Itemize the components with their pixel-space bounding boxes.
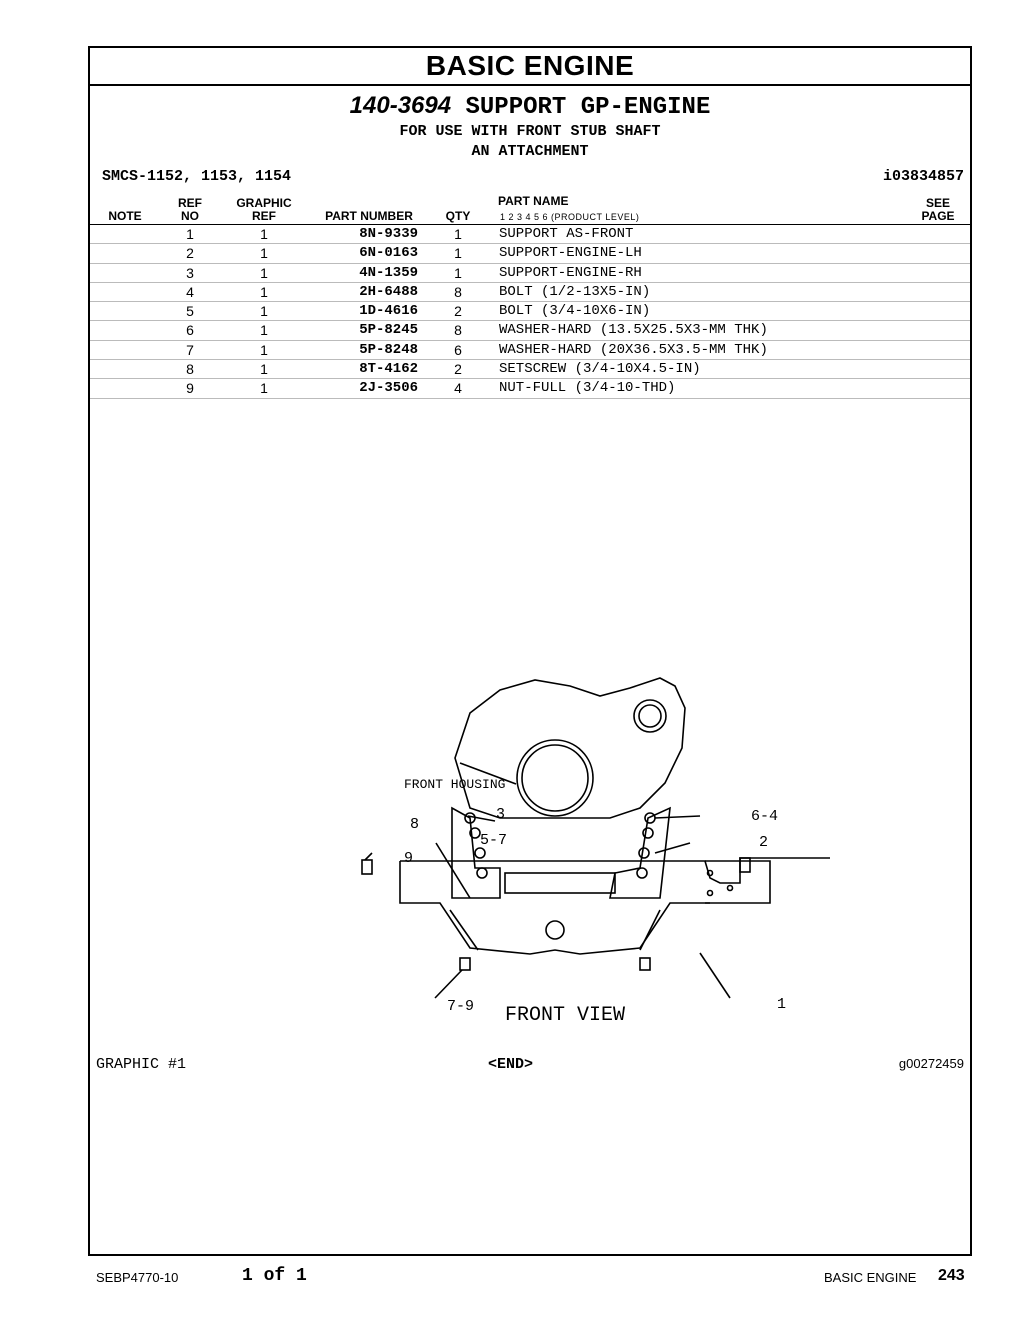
group-part-number: 140-3694	[349, 92, 452, 119]
qty: 4	[454, 380, 462, 397]
ref-no: 6	[186, 322, 194, 339]
ref-no: 5	[186, 303, 194, 320]
ref-no: 4	[186, 283, 194, 300]
graphic-ref: 1	[260, 380, 268, 397]
qty: 1	[454, 245, 462, 262]
parts-list	[90, 225, 970, 399]
graphic-ref: 1	[260, 226, 268, 242]
part-number: 2H-6488	[359, 283, 418, 300]
ref-no: 2	[186, 245, 194, 262]
col-see-page-2: PAGE	[921, 209, 955, 223]
part-number: 8N-9339	[359, 226, 418, 242]
part-name: BOLT (1/2-13X5-IN)	[499, 283, 651, 300]
col-graphic-1: GRAPHIC	[236, 196, 292, 210]
smcs-row	[90, 168, 970, 188]
table-row	[90, 341, 970, 360]
qty: 1	[454, 226, 462, 242]
part-number: 4N-1359	[359, 264, 418, 281]
graphic-ref: 1	[260, 283, 268, 300]
qty: 2	[454, 361, 462, 378]
col-graphic-2: REF	[252, 209, 276, 223]
label-front-housing: FRONT HOUSING	[404, 777, 506, 792]
usage-line-1: FOR USE WITH FRONT STUB SHAFT	[399, 123, 661, 140]
graphic-ref: 1	[260, 322, 268, 339]
part-number: 5P-8245	[359, 322, 418, 339]
col-see-page-1: SEE	[925, 196, 950, 210]
table-row	[90, 264, 970, 283]
part-name: WASHER-HARD (13.5X25.5X3-MM THK)	[499, 322, 768, 339]
ref-no: 7	[186, 341, 194, 358]
label-5-7: 5-7	[480, 832, 508, 849]
ref-no: 9	[186, 380, 194, 397]
smcs-codes: SMCS-1152, 1153, 1154	[102, 168, 292, 185]
graphic-ref: 1	[260, 245, 268, 262]
label-3: 3	[496, 806, 506, 823]
table-row	[90, 302, 970, 321]
col-ref-2: NO	[181, 209, 199, 223]
label-6-4: 6-4	[750, 808, 778, 825]
doc-number: SEBP4770-10	[96, 1270, 179, 1285]
ref-no: 1	[186, 226, 194, 242]
qty: 2	[454, 303, 462, 320]
col-part-name: PART NAME	[498, 194, 569, 208]
end-marker: <END>	[488, 1056, 534, 1073]
ref-no: 8	[186, 361, 194, 378]
info-id: i03834857	[882, 168, 964, 185]
part-number: 2J-3506	[359, 380, 418, 397]
col-product-levels: 1 2 3 4 5 6 (PRODUCT LEVEL)	[500, 212, 640, 222]
graphic-ref: 1	[260, 341, 268, 358]
table-row	[90, 379, 970, 398]
part-number: 5P-8248	[359, 341, 418, 358]
col-note: NOTE	[108, 209, 142, 223]
part-number: 6N-0163	[359, 245, 418, 262]
table-header	[90, 194, 970, 225]
graphic-id: g00272459	[898, 1056, 964, 1071]
engine-support-illustration	[310, 668, 786, 1027]
graphic-ref: 1	[260, 303, 268, 320]
usage-line-2: AN ATTACHMENT	[471, 143, 589, 160]
qty: 1	[454, 264, 462, 281]
label-9: 9	[404, 850, 414, 867]
page-of: 1 of 1	[242, 1266, 307, 1286]
part-name: NUT-FULL (3/4-10-THD)	[499, 380, 676, 397]
qty: 6	[454, 341, 462, 358]
ref-no: 3	[186, 264, 194, 281]
label-2: 2	[758, 834, 768, 851]
part-name: SUPPORT AS-FRONT	[499, 226, 634, 242]
group-title	[90, 92, 970, 122]
graphic-ref: 1	[260, 264, 268, 281]
table-row	[90, 244, 970, 263]
qty: 8	[454, 283, 462, 300]
table-row	[90, 225, 970, 244]
table-row	[90, 360, 970, 379]
section-title: BASIC ENGINE	[90, 48, 970, 86]
label-8: 8	[410, 816, 420, 833]
part-name: SUPPORT-ENGINE-RH	[499, 264, 642, 281]
col-part-number: PART NUMBER	[325, 209, 413, 223]
part-name: WASHER-HARD (20X36.5X3.5-MM THK)	[499, 341, 768, 358]
page-footer	[0, 1266, 1020, 1290]
illustration-caption: FRONT VIEW	[504, 1004, 626, 1027]
graphic-label: GRAPHIC #1	[96, 1056, 187, 1073]
footer-section: BASIC ENGINE	[824, 1270, 917, 1285]
part-name: SUPPORT-ENGINE-LH	[499, 245, 642, 262]
part-number: 1D-4616	[359, 303, 418, 320]
col-ref-1: REF	[178, 196, 202, 210]
label-1: 1	[776, 996, 786, 1013]
page-frame	[88, 46, 972, 1256]
qty: 8	[454, 322, 462, 339]
table-row	[90, 321, 970, 340]
part-name: SETSCREW (3/4-10X4.5-IN)	[499, 361, 701, 378]
part-name: BOLT (3/4-10X6-IN)	[499, 303, 651, 320]
table-row	[90, 283, 970, 302]
part-number: 8T-4162	[359, 361, 418, 378]
page-number: 243	[938, 1267, 965, 1284]
label-7-9: 7-9	[446, 998, 474, 1015]
graphic-ref: 1	[260, 361, 268, 378]
group-name: SUPPORT GP-ENGINE	[465, 94, 711, 121]
col-qty: QTY	[445, 209, 471, 223]
